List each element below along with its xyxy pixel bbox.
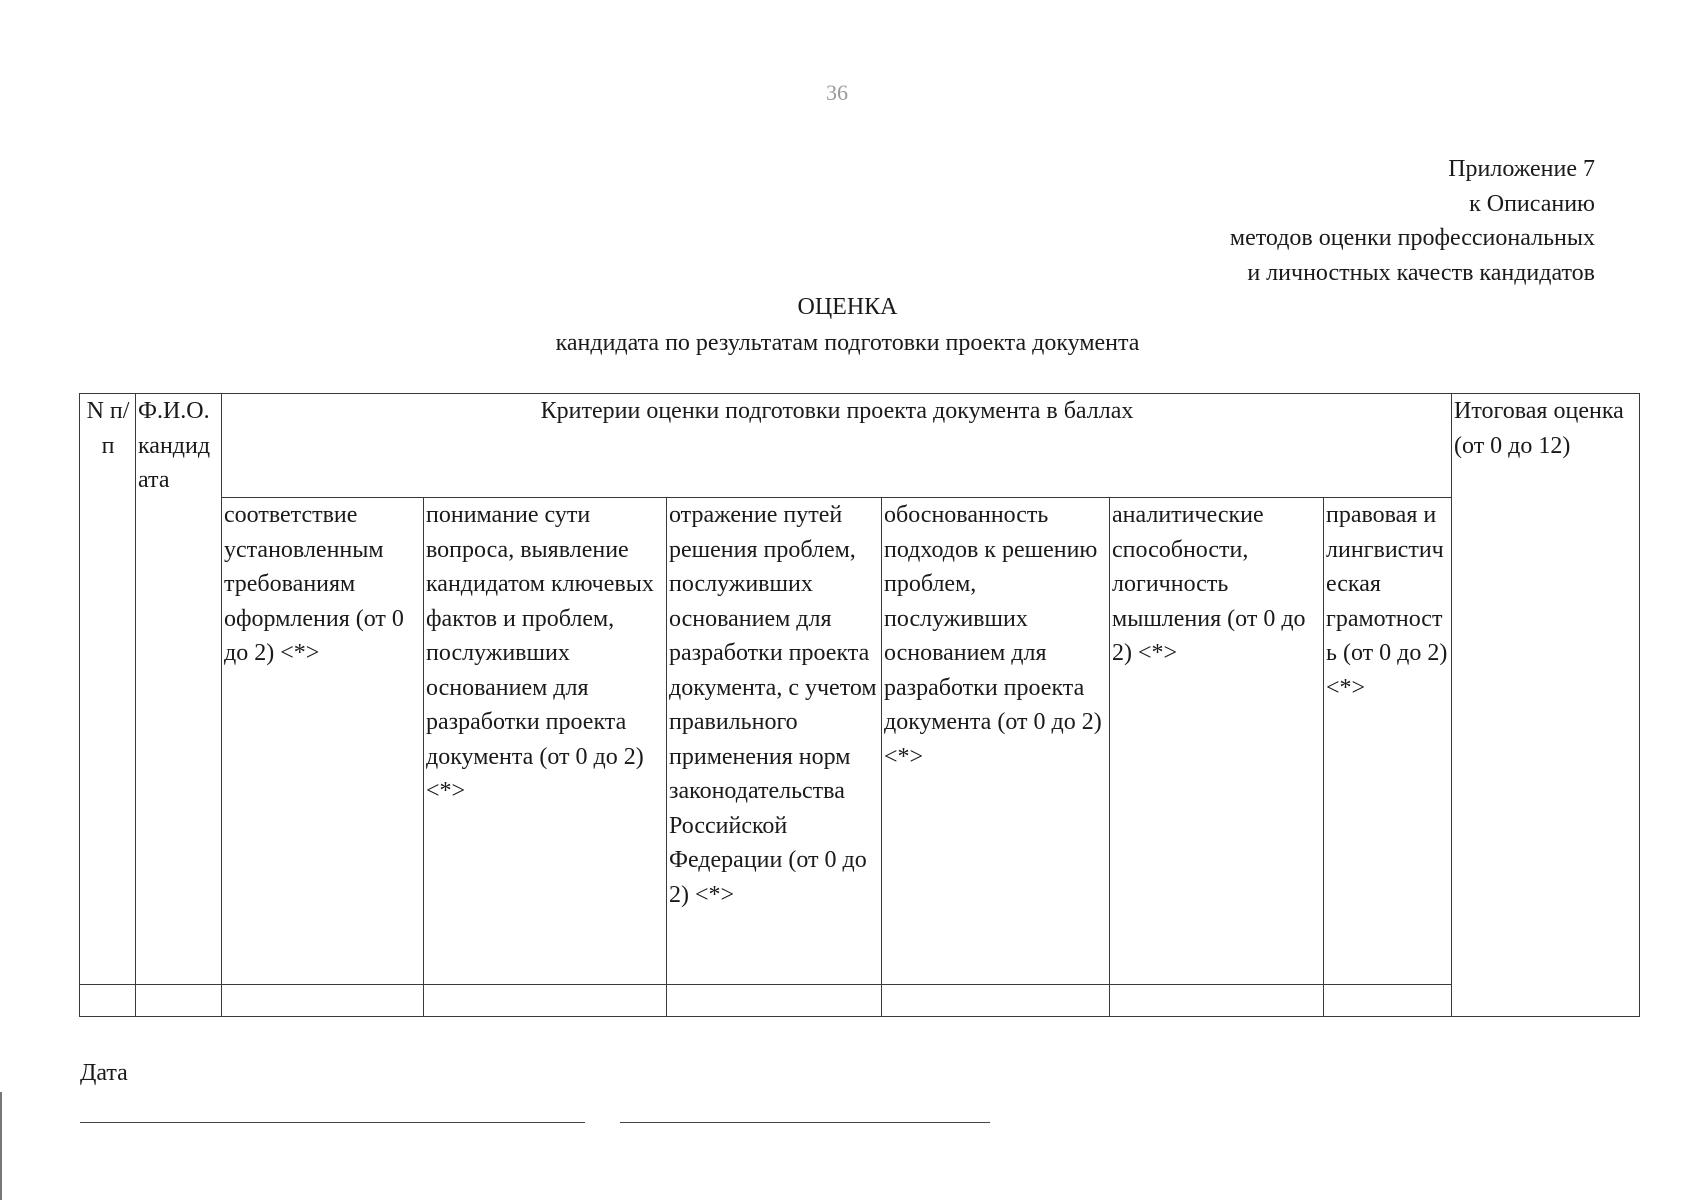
evaluation-table — [79, 393, 1640, 1017]
cell-score-analytical[interactable] — [1110, 985, 1324, 1017]
appendix-line-3: методов оценки профессиональных — [1229, 225, 1595, 251]
name-line[interactable] — [620, 1122, 990, 1123]
document-title: ОЦЕНКА — [797, 294, 898, 320]
signature-line[interactable] — [80, 1122, 585, 1123]
appendix-line-2: к Описанию — [1469, 190, 1595, 217]
criteria-row — [80, 498, 1640, 985]
date-label: Дата — [80, 1060, 128, 1086]
appendix-line-1: Приложение 7 — [1448, 156, 1595, 182]
criterion-analytical: аналитические способности, логичность мышления (от 0 до 2) <*> — [1110, 498, 1324, 985]
page-number: 36 — [826, 80, 848, 105]
criterion-justification: обоснованность подходов к решению проблем, послуживших основанием для разработки проекта документа (от 0 до 2) <*> — [882, 498, 1110, 985]
criterion-literacy: правовая и лингвистическая грамотность (от 0 до 2) <*> — [1324, 498, 1452, 985]
appendix-reference — [1230, 152, 1595, 290]
scan-edge-mark — [0, 1092, 2, 1200]
header-criteria: Критерии оценки подготовки проекта документа в баллах — [222, 394, 1452, 498]
cell-score-solutions[interactable] — [667, 985, 882, 1017]
header-total-score: Итоговая оценка (от 0 до 12) — [1452, 394, 1640, 1017]
cell-score-understanding[interactable] — [424, 985, 667, 1017]
appendix-line-4: и личностных качеств кандидатов — [1247, 259, 1595, 286]
cell-score-formatting[interactable] — [222, 985, 424, 1017]
criterion-formatting: соответствие установленным требованиям оформления (от 0 до 2) <*> — [222, 498, 424, 985]
cell-score-justification[interactable] — [882, 985, 1110, 1017]
header-candidate-name: Ф.И.О. кандидата — [136, 394, 222, 985]
header-number: N п/п — [80, 394, 136, 985]
cell-number[interactable] — [80, 985, 136, 1017]
table-header-row — [80, 394, 1640, 498]
criterion-understanding: понимание сути вопроса, выявление кандидатом ключевых фактов и проблем, послуживших основанием для разработки проекта документа (от 0 до 2) <*> — [424, 498, 667, 985]
table-row — [80, 985, 1640, 1017]
cell-candidate-name[interactable] — [136, 985, 222, 1017]
criterion-solutions: отражение путей решения проблем, послуживших основанием для разработки проекта документа, с учетом правильного применения норм законодательства Российской Федерации (от 0 до 2) <*> — [667, 498, 882, 985]
cell-score-literacy[interactable] — [1324, 985, 1452, 1017]
document-subtitle: кандидата по результатам подготовки проекта документа — [555, 330, 1140, 356]
